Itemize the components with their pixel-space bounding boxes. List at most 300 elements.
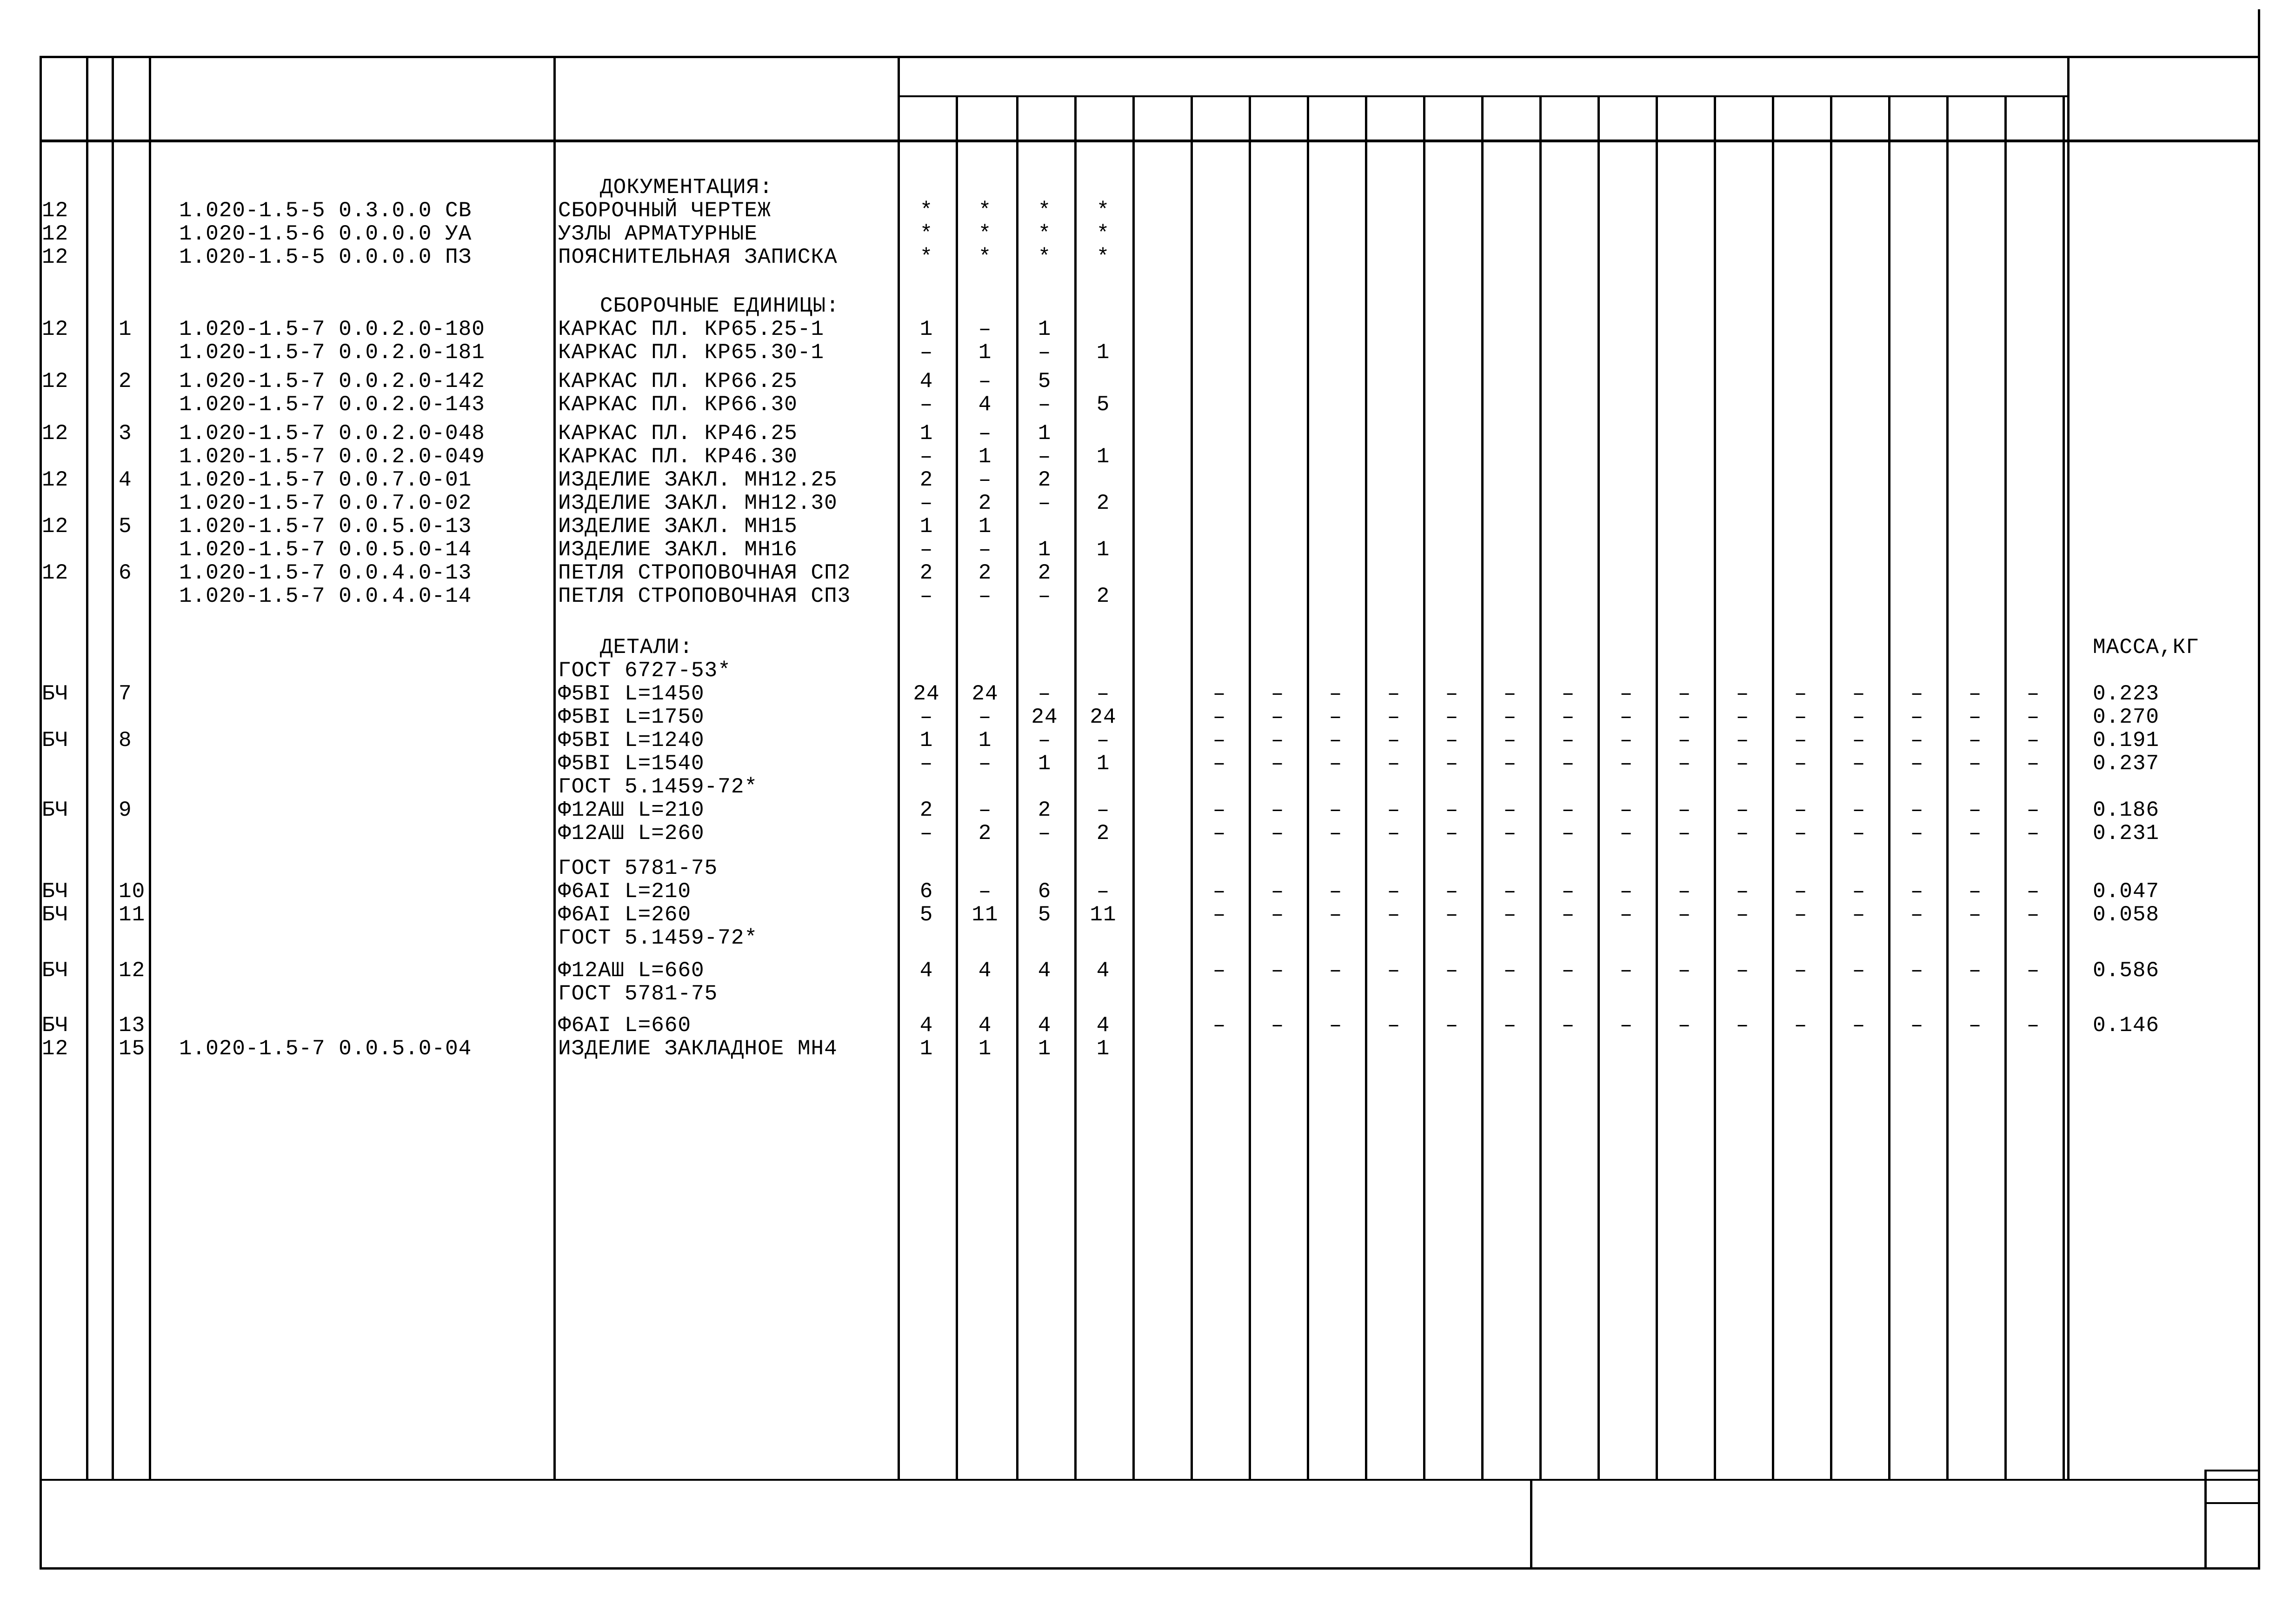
row-dash: – [1387,728,1401,752]
row-name: ИЗДЕЛИЕ ЗАКЛ. МН15 [558,514,798,539]
row-dash: – [1910,879,1924,904]
row-dash: – [1852,1013,1866,1038]
row-dash: – [1852,879,1866,904]
row-dash: – [1271,728,1284,752]
row-qty-62: – [1038,682,1052,706]
row-pos: 3 [119,421,132,446]
grid-line [1132,95,1135,1479]
row-qty-63: – [1096,682,1110,706]
grid-line [2004,95,2007,1479]
row-format: 12 [42,468,69,492]
row-dash: – [1677,903,1691,927]
row-dash: – [1387,682,1401,706]
row-qty-60: 24 [913,682,940,706]
row-dash: – [1503,958,1517,983]
row-name: ПОЯСНИТЕЛЬНАЯ ЗАПИСКА [558,245,838,269]
row-dash: – [2026,705,2040,729]
row-dash: – [1387,958,1401,983]
row-dash: – [1968,705,1982,729]
row-dash: – [1329,752,1343,776]
row-qty-61: – [978,798,992,822]
row-name: ГОСТ 5.1459-72* [558,926,758,950]
row-dash: – [1736,879,1750,904]
row-name: ИЗДЕЛИЕ ЗАКЛ. МН12.25 [558,468,838,492]
row-dash: – [1619,879,1633,904]
row-dash: – [1852,903,1866,927]
row-dash: – [1794,1013,1808,1038]
row-format: БЧ [42,879,69,904]
row-format: БЧ [42,798,69,822]
row-qty-62: – [1038,340,1052,365]
row-dash: – [1329,705,1343,729]
row-qty-60: * [919,199,933,223]
grid-line [2258,56,2260,1567]
row-qty-60: 1 [919,421,933,446]
row-dash: – [1677,1013,1691,1038]
row-qty-61: 11 [972,903,998,927]
row-pos: 8 [119,728,132,752]
row-dash: – [1910,903,1924,927]
row-qty-62: – [1038,445,1052,469]
row-dash: – [1503,752,1517,776]
row-name: Ф5ВI L=1240 [558,728,705,752]
row-dash: – [1445,705,1459,729]
row-dash: – [1329,821,1343,845]
row-dash: – [1271,682,1284,706]
row-dash: – [1619,705,1633,729]
row-dash: – [1561,682,1575,706]
row-qty-63: 1 [1096,752,1110,776]
grid-line [1481,95,1484,1479]
row-dash: – [1852,958,1866,983]
row-qty-62: 2 [1038,468,1052,492]
row-dash: – [1561,821,1575,845]
row-qty-60: 6 [919,879,933,904]
row-qty-60: – [919,393,933,417]
row-dash: – [1852,821,1866,845]
row-pos: 4 [119,468,132,492]
row-designation: 1.020-1.5-7 0.0.4.0-14 [179,584,472,608]
row-designation: 1.020-1.5-7 0.0.5.0-14 [179,538,472,562]
row-dash: – [1329,879,1343,904]
row-dash: – [1794,879,1808,904]
row-dash: – [1561,752,1575,776]
row-name: Ф6АI L=210 [558,879,692,904]
row-designation: 1.020-1.5-7 0.0.2.0-049 [179,445,485,469]
grid-line [1365,95,1367,1479]
row-qty-61: * [978,199,992,223]
row-qty-63: – [1096,728,1110,752]
row-dash: – [1271,798,1284,822]
grid-line [1597,95,1600,1479]
row-dash: – [1677,958,1691,983]
row-format: 12 [42,317,69,341]
row-dash: – [1677,879,1691,904]
row-dash: – [1387,903,1401,927]
row-qty-63: – [1096,798,1110,822]
grid-line [2063,95,2065,1479]
row-dash: – [1619,752,1633,776]
row-dash: – [1271,879,1284,904]
row-note: 0.231 [2093,821,2160,845]
row-dash: – [1271,903,1284,927]
row-qty-61: – [978,317,992,341]
row-qty-60: – [919,340,933,365]
row-dash: – [1677,821,1691,845]
row-dash: – [2026,798,2040,822]
row-dash: – [1212,682,1226,706]
row-dash: – [1794,705,1808,729]
grid-line [1714,95,1716,1479]
row-dash: – [1387,798,1401,822]
grid-line [1946,95,1949,1479]
row-dash: – [1561,705,1575,729]
row-dash: – [1910,752,1924,776]
row-dash: – [1794,728,1808,752]
row-dash: – [1677,752,1691,776]
row-dash: – [1619,798,1633,822]
row-qty-61: – [978,705,992,729]
row-designation: 1.020-1.5-7 0.0.2.0-048 [179,421,485,446]
row-dash: – [1794,798,1808,822]
row-dash: – [1852,798,1866,822]
row-dash: – [1561,728,1575,752]
row-qty-61: 24 [972,682,998,706]
row-dash: – [1329,798,1343,822]
row-dash: – [1910,958,1924,983]
row-note: 0.146 [2093,1013,2160,1038]
row-dash: – [1852,705,1866,729]
grid-line [956,95,958,1479]
row-dash: – [1852,728,1866,752]
row-dash: – [1445,821,1459,845]
row-format: БЧ [42,1013,69,1038]
row-qty-62: – [1038,821,1052,845]
row-name: ПЕТЛЯ СТРОПОВОЧНАЯ СП2 [558,561,851,585]
row-qty-60: 1 [919,317,933,341]
row-qty-62: 4 [1038,958,1052,983]
row-dash: – [1445,798,1459,822]
row-note: 0.237 [2093,752,2160,776]
row-dash: – [1445,752,1459,776]
row-qty-62: – [1038,491,1052,515]
row-qty-60: 4 [919,369,933,393]
row-qty-60: 2 [919,561,933,585]
row-dash: – [1445,1013,1459,1038]
grid-line [1539,95,1542,1479]
row-dash: – [1329,682,1343,706]
row-note: 0.047 [2093,879,2160,904]
row-designation: 1.020-1.5-7 0.0.2.0-181 [179,340,485,365]
row-dash: – [1910,798,1924,822]
row-pos: 15 [119,1037,146,1061]
grid-line [2067,56,2070,1479]
row-qty-62: – [1038,584,1052,608]
row-dash: – [1445,958,1459,983]
row-qty-60: – [919,445,933,469]
row-qty-60: * [919,222,933,246]
grid-line [2258,9,2260,56]
row-qty-63: 24 [1090,705,1117,729]
row-designation: 1.020-1.5-7 0.0.5.0-13 [179,514,472,539]
row-qty-61: 4 [978,958,992,983]
grid-line [1016,95,1018,1479]
row-dash: – [1736,958,1750,983]
row-dash: – [1271,958,1284,983]
row-name: Ф12АШ L=210 [558,798,705,822]
row-qty-62: 1 [1038,421,1052,446]
row-qty-62: * [1038,222,1052,246]
row-qty-60: * [919,245,933,269]
row-dash: – [1910,728,1924,752]
row-qty-63: 5 [1096,393,1110,417]
row-name: ДОКУМЕНТАЦИЯ: [600,175,773,200]
row-qty-62: 5 [1038,369,1052,393]
row-dash: – [1212,752,1226,776]
row-designation: 1.020-1.5-5 0.0.0.0 ПЗ [179,245,472,269]
row-note: МАССА,КГ [2093,635,2199,659]
row-dash: – [1968,798,1982,822]
row-qty-62: * [1038,199,1052,223]
row-dash: – [1794,821,1808,845]
row-dash: – [1212,705,1226,729]
grid-line [40,1567,2260,1570]
row-pos: 13 [119,1013,146,1038]
row-dash: – [1968,903,1982,927]
row-designation: 1.020-1.5-7 0.0.2.0-142 [179,369,485,393]
row-qty-63: 2 [1096,584,1110,608]
row-dash: – [1271,1013,1284,1038]
grid-line [1772,95,1774,1479]
row-dash: – [1794,752,1808,776]
row-qty-61: * [978,222,992,246]
grid-line [1307,95,1309,1479]
row-format: 12 [42,222,69,246]
row-dash: – [1503,728,1517,752]
row-qty-62: – [1038,393,1052,417]
row-dash: – [1794,958,1808,983]
row-qty-61: – [978,584,992,608]
row-format: 12 [42,421,69,446]
row-name: Ф6АI L=260 [558,903,692,927]
row-dash: – [1212,903,1226,927]
row-dash: – [1677,682,1691,706]
grid-line [2204,1502,2260,1504]
row-dash: – [1503,879,1517,904]
row-name: КАРКАС ПЛ. КР66.25 [558,369,798,393]
row-qty-60: 4 [919,1013,933,1038]
row-qty-62: 4 [1038,1013,1052,1038]
row-name: УЗЛЫ АРМАТУРНЫЕ [558,222,758,246]
row-qty-60: – [919,821,933,845]
row-dash: – [1561,1013,1575,1038]
row-name: КАРКАС ПЛ. КР65.30-1 [558,340,825,365]
row-qty-61: – [978,752,992,776]
row-qty-63: 2 [1096,821,1110,845]
row-name: КАРКАС ПЛ. КР66.30 [558,393,798,417]
grid-line [2204,1470,2207,1567]
row-pos: 2 [119,369,132,393]
row-dash: – [1387,879,1401,904]
row-qty-60: – [919,705,933,729]
row-dash: – [1619,1013,1633,1038]
row-dash: – [1736,903,1750,927]
row-qty-61: 4 [978,393,992,417]
row-name: Ф5ВI L=1450 [558,682,705,706]
row-dash: – [1677,705,1691,729]
row-dash: – [1736,752,1750,776]
row-format: 12 [42,1037,69,1061]
row-qty-62: 2 [1038,798,1052,822]
row-qty-62: 6 [1038,879,1052,904]
row-pos: 12 [119,958,146,983]
row-qty-63: 11 [1090,903,1117,927]
row-qty-60: 2 [919,468,933,492]
row-qty-63: 1 [1096,1037,1110,1061]
row-qty-63: 2 [1096,491,1110,515]
row-dash: – [1852,682,1866,706]
row-qty-62: 24 [1031,705,1058,729]
row-qty-60: – [919,584,933,608]
row-qty-61: – [978,421,992,446]
row-qty-60: – [919,491,933,515]
row-qty-63: * [1096,245,1110,269]
row-qty-60: 1 [919,728,933,752]
row-designation: 1.020-1.5-7 0.0.5.0-04 [179,1037,472,1061]
row-qty-63: 4 [1096,1013,1110,1038]
row-designation: 1.020-1.5-5 0.3.0.0 СВ [179,199,472,223]
row-name: Ф12АШ L=660 [558,958,705,983]
row-note: 0.586 [2093,958,2160,983]
row-note: 0.270 [2093,705,2160,729]
row-format: БЧ [42,903,69,927]
grid-line [1423,95,1425,1479]
row-pos: 7 [119,682,132,706]
row-name: КАРКАС ПЛ. КР46.25 [558,421,798,446]
grid-line [1074,95,1077,1479]
row-name: ИЗДЕЛИЕ ЗАКЛ. МН16 [558,538,798,562]
row-qty-63: 1 [1096,538,1110,562]
row-qty-62: 1 [1038,317,1052,341]
row-qty-61: 2 [978,491,992,515]
row-qty-60: 1 [919,514,933,539]
row-designation: 1.020-1.5-7 0.0.2.0-143 [179,393,485,417]
row-pos: 11 [119,903,146,927]
row-pos: 5 [119,514,132,539]
row-qty-61: 1 [978,1037,992,1061]
row-dash: – [1968,879,1982,904]
row-qty-60: 4 [919,958,933,983]
grid-line [2204,1470,2260,1471]
row-qty-62: * [1038,245,1052,269]
row-dash: – [1212,821,1226,845]
row-dash: – [1736,682,1750,706]
row-qty-60: – [919,752,933,776]
row-dash: – [1736,705,1750,729]
row-dash: – [1619,821,1633,845]
row-dash: – [1736,821,1750,845]
row-qty-61: 2 [978,561,992,585]
row-qty-60: 2 [919,798,933,822]
row-dash: – [1619,728,1633,752]
row-designation: 1.020-1.5-7 0.0.7.0-01 [179,468,472,492]
row-dash: – [1445,879,1459,904]
row-dash: – [1271,821,1284,845]
row-dash: – [1212,879,1226,904]
grid-line [40,56,2260,58]
row-pos: 6 [119,561,132,585]
row-dash: – [1561,958,1575,983]
row-dash: – [1968,752,1982,776]
grid-line [86,56,88,1479]
row-dash: – [1271,705,1284,729]
row-qty-61: 1 [978,728,992,752]
row-name: ГОСТ 5.1459-72* [558,775,758,799]
row-format: 12 [42,369,69,393]
row-dash: – [1387,752,1401,776]
grid-line [1530,1479,1532,1567]
row-dash: – [1329,1013,1343,1038]
row-dash: – [1561,798,1575,822]
row-dash: – [1968,958,1982,983]
row-dash: – [1387,705,1401,729]
row-format: 12 [42,245,69,269]
row-name: Ф5ВI L=1540 [558,752,705,776]
row-dash: – [1503,903,1517,927]
row-dash: – [2026,728,2040,752]
row-qty-61: * [978,245,992,269]
row-dash: – [1619,903,1633,927]
row-qty-63: * [1096,222,1110,246]
row-dash: – [1503,798,1517,822]
row-dash: – [1503,821,1517,845]
row-designation: 1.020-1.5-7 0.0.4.0-13 [179,561,472,585]
row-dash: – [1212,1013,1226,1038]
row-dash: – [1910,705,1924,729]
row-qty-63: – [1096,879,1110,904]
row-qty-61: – [978,468,992,492]
row-dash: – [2026,682,2040,706]
row-name: ИЗДЕЛИЕ ЗАКЛАДНОЕ МН4 [558,1037,838,1061]
row-pos: 9 [119,798,132,822]
grid-line [1656,95,1658,1479]
row-dash: – [1212,798,1226,822]
row-qty-62: 1 [1038,752,1052,776]
row-dash: – [1503,705,1517,729]
row-name: Ф5ВI L=1750 [558,705,705,729]
row-dash: – [1329,958,1343,983]
row-format: БЧ [42,958,69,983]
row-dash: – [1968,821,1982,845]
row-dash: – [1329,903,1343,927]
row-qty-62: 5 [1038,903,1052,927]
row-designation: 1.020-1.5-7 0.0.7.0-02 [179,491,472,515]
row-name: ИЗДЕЛИЕ ЗАКЛ. МН12.30 [558,491,838,515]
row-qty-61: 1 [978,445,992,469]
row-dash: – [1619,682,1633,706]
row-dash: – [1503,682,1517,706]
row-dash: – [1736,728,1750,752]
row-dash: – [1910,821,1924,845]
row-name: ГОСТ 5781-75 [558,982,718,1006]
row-note: 0.191 [2093,728,2160,752]
row-format: 12 [42,561,69,585]
row-qty-63: 1 [1096,340,1110,365]
row-dash: – [2026,879,2040,904]
row-dash: – [1736,798,1750,822]
row-qty-61: 4 [978,1013,992,1038]
row-dash: – [1561,879,1575,904]
